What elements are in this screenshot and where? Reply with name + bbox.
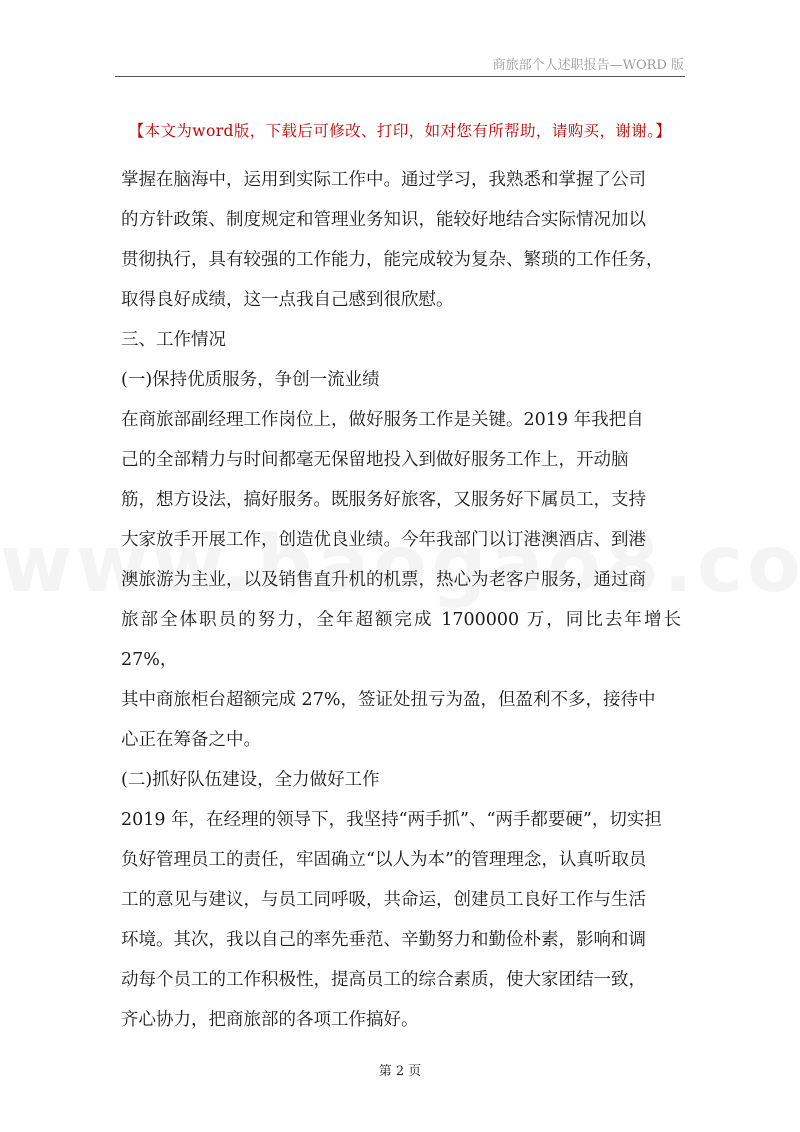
download-notice: 【本文为word版，下载后可修改、打印，如对您有所帮助，请购买，谢谢。】: [128, 122, 672, 140]
body-line: 在商旅部副经理工作岗位上，做好服务工作是关键。2019 年我把自: [121, 410, 644, 430]
body-line: 筋，想方设法，搞好服务。既服务好旅客，又服务好下属员工，支持: [121, 490, 646, 510]
body-line: 大家放手开展工作，创造优良业绩。今年我部门以订港澳酒店、到港: [121, 530, 646, 550]
body-line: 其中商旅柜台超额完成 27%，签证处扭亏为盈，但盈利不多，接待中: [121, 690, 656, 710]
document-header-title: 商旅部个人述职报告—WORD 版: [492, 58, 684, 73]
body-line: 动每个员工的工作积极性，提高员工的综合素质，使大家团结一致，: [121, 970, 646, 990]
body-line: 心正在筹备之中。: [121, 730, 261, 750]
body-line: 己的全部精力与时间都毫无保留地投入到做好服务工作上，开动脑: [121, 450, 629, 470]
body-line: 的方针政策、制度规定和管理业务知识，能较好地结合实际情况加以: [121, 210, 646, 230]
header-divider: [115, 76, 685, 77]
body-line: 掌握在脑海中，运用到实际工作中。通过学习，我熟悉和掌握了公司: [121, 170, 646, 190]
section-heading: 三、工作情况: [121, 330, 226, 350]
subsection-heading: (一)保持优质服务，争创一流业绩: [121, 370, 380, 390]
subsection-heading: (二)抓好队伍建设，全力做好工作: [121, 770, 380, 790]
document-body: [121, 160, 681, 1040]
body-line: 旅部全体职员的努力，全年超额完成 1700000 万，同比去年增长 27%，: [121, 610, 681, 670]
body-line: 工的意见与建议，与员工同呼吸，共命运，创建员工良好工作与生活: [121, 890, 646, 910]
body-line: 负好管理员工的责任，牢固确立“以人为本”的管理理念，认真听取员: [121, 850, 647, 870]
body-line: 取得良好成绩，这一点我自己感到很欣慰。: [121, 290, 454, 310]
body-line: 齐心协力，把商旅部的各项工作搞好。: [121, 1010, 419, 1030]
page-number: 第 2 页: [378, 1064, 422, 1079]
body-line: 环境。其次，我以自己的率先垂范、辛勤努力和勤俭朴素，影响和调: [121, 930, 646, 950]
body-line: 贯彻执行，具有较强的工作能力，能完成较为复杂、繁琐的工作任务，: [121, 250, 664, 270]
body-line: 2019 年，在经理的领导下，我坚持“两手抓”、“两手都要硬”，切实担: [121, 810, 662, 830]
body-line: 澳旅游为主业，以及销售直升机的机票，热心为老客户服务，通过商: [121, 570, 646, 590]
